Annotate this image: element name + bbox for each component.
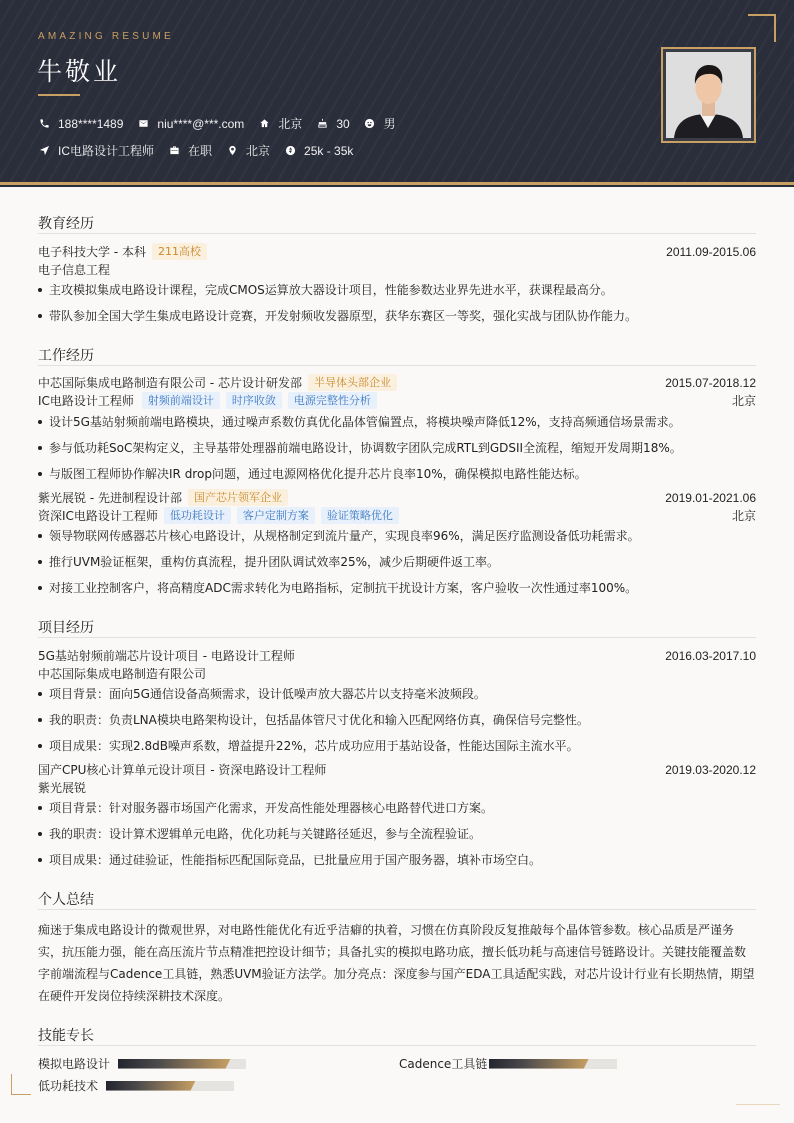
section-title-summary: 个人总结 [38,892,94,908]
skill-item [38,1077,234,1094]
work-bullet [38,439,756,456]
work-date: 2019.01-2021.06 [665,490,756,505]
bullet-text: 与版图工程师协作解决IR drop问题，通过电源网格优化提升芯片良率10%，确保模拟电路性能达标。 [49,467,587,481]
bullet-text: 主攻模拟集成电路设计课程，完成CMOS运算放大器设计项目，性能参数达业界先进水平，获课程最高分。 [49,283,613,297]
project-bullet [38,851,756,868]
education-school: 电子科技大学 - 本科 [38,245,146,259]
skill-bar-fill [118,1059,231,1069]
bullet-text: 项目成果：实现2.8dB噪声系数，增益提升22%，芯片成功应用于基站设备，性能达国际主流水平。 [49,739,579,753]
work-company-row [38,489,756,506]
section-title-projects: 项目经历 [38,620,94,636]
skill-bar-fill [489,1059,589,1069]
work-location: 北京 [731,509,756,523]
work-skill-tag: 电源完整性分析 [288,392,377,409]
section-title-skills: 技能专长 [38,1028,94,1044]
bullet-text: 参与低功耗SoC架构定义，主导基带处理器前端电路设计，协调数字团队完成RTL到GDSII全流程，缩短开发周期18%。 [49,441,682,455]
project-org-row [38,665,756,682]
candidate-name: 牛敬业 [37,57,122,86]
section-title-education: 教育经历 [38,216,94,232]
education-date: 2011.09-2015.06 [666,244,756,259]
project-name: 国产CPU核心计算单元设计项目 - 资深电路设计工程师 [38,763,327,777]
bullet-text: 项目背景：针对服务器市场国产化需求，开发高性能处理器核心电路替代进口方案。 [49,801,494,815]
work-title-row [38,392,756,409]
location-pin-icon [226,145,238,157]
age-item [316,117,349,131]
age-text: 30 [336,116,350,131]
work-bullet [38,413,756,430]
skill-item [38,1055,246,1072]
project-bullet [38,825,756,842]
project-header-row [38,647,756,664]
work-bullet [38,579,756,596]
work-skill-tag: 时序收敛 [226,392,282,409]
work-company-tag: 国产芯片领军企业 [188,489,288,506]
expected-city-item [226,142,270,159]
skill-bar-fill [106,1081,196,1091]
project-date: 2016.03-2017.10 [665,648,756,663]
education-major-row [38,261,756,278]
salary-text: 25k - 35k [304,143,354,158]
skill-bar [489,1059,617,1069]
bullet-text: 领导物联网传感器芯片核心电路设计，从规格制定到流片量产，实现良率96%，满足医疗监测设备低功耗需求。 [49,529,640,543]
phone-text: 188****1489 [58,116,124,131]
skill-name: 模拟电路设计 [38,1057,111,1071]
bullet-text: 设计5G基站射频前端电路模块，通过噪声系数仿真优化晶体管偏置点，将模块噪声降低12%，支持高频通信场景需求。 [49,415,681,429]
project-date: 2019.03-2020.12 [665,762,756,777]
work-title: 资深IC电路设计工程师 [38,509,158,523]
gender-icon [364,118,376,130]
skill-bar [106,1081,234,1091]
mail-icon [137,118,149,130]
corner-ornament [11,1074,31,1095]
project-org-row [38,779,756,796]
section-divider [38,233,756,234]
resume-header [0,0,794,187]
job-target-text: IC电路设计工程师 [58,144,155,158]
education-school-tag: 211高校 [152,243,207,260]
phone-icon [38,118,50,130]
work-bullet [38,465,756,482]
work-date: 2015.07-2018.12 [665,375,756,390]
section-title-work: 工作经历 [38,348,94,364]
gender-text: 男 [383,117,396,131]
bullet-text: 推行UVM验证框架，重构仿真流程，提升团队调试效率25%，减少后期硬件返工率。 [49,555,500,569]
cake-icon [316,118,328,130]
footer-line [736,1104,780,1105]
contact-row [38,115,410,132]
email-item [137,117,244,131]
job-target-item [38,142,154,159]
project-name: 5G基站射频前端芯片设计项目 - 电路设计工程师 [38,649,295,663]
section-divider [38,637,756,638]
work-title-row [38,507,756,524]
education-bullet [38,307,756,324]
section-divider [38,365,756,366]
profile-photo [666,52,751,138]
work-skill-tag: 射频前端设计 [142,392,220,409]
education-bullet [38,281,756,298]
work-title: IC电路设计工程师 [38,394,134,408]
section-divider [38,1045,756,1046]
bullet-text: 项目成果：通过硅验证，性能指标匹配国际竞品，已批量应用于国产服务器，填补市场空白。 [49,853,542,867]
bullet-text: 带队参加全国大学生集成电路设计竞赛，开发射频收发器原型，获华东赛区一等奖，强化实战与团队协作能力。 [49,309,638,323]
email-text: niu****@***.com [157,116,245,131]
skill-item [399,1055,617,1072]
corner-ornament [748,14,776,42]
work-company: 紫光展锐 - 先进制程设计部 [38,491,182,505]
project-header-row [38,761,756,778]
header-dark-line [0,185,794,187]
status-text: 在职 [188,144,213,158]
skill-name: Cadence工具链 [399,1057,488,1071]
profile-photo-frame [661,47,756,143]
work-bullet [38,527,756,544]
work-company-row [38,374,756,391]
work-location: 北京 [731,394,756,408]
gender-item [364,115,396,132]
work-company-tag: 半导体头部企业 [308,374,397,391]
avatar-illustration [666,52,751,138]
salary-item [284,144,353,158]
name-underline [38,94,80,96]
bullet-text: 项目背景：面向5G通信设备高频需求，设计低噪声放大器芯片以支持毫米波频段。 [49,687,486,701]
phone-item [38,117,123,131]
section-divider [38,909,756,910]
bullet-text: 对接工业控制客户，将高精度ADC需求转化为电路指标，定制抗干扰设计方案，客户验收一次性通过率100%。 [49,581,638,595]
project-bullet [38,737,756,754]
project-org: 中芯国际集成电路制造有限公司 [38,667,207,681]
bullet-text: 我的职责：设计算术逻辑单元电路，优化功耗与关键路径延迟，参与全流程验证。 [49,827,482,841]
bullet-text: 我的职责：负责LNA模块电路架构设计，包括晶体管尺寸优化和输入匹配网络仿真，确保信号完整性。 [49,713,589,727]
project-org: 紫光展锐 [38,781,87,795]
job-intent-row [38,142,367,159]
expected-city-text: 北京 [246,144,271,158]
money-icon [284,145,296,157]
home-city-text: 北京 [278,117,303,131]
home-city-item [258,115,302,132]
work-company: 中芯国际集成电路制造有限公司 - 芯片设计研发部 [38,376,302,390]
status-item [168,142,212,159]
skill-name: 低功耗技术 [38,1079,99,1093]
education-header-row [38,243,756,260]
work-skill-tag: 客户定制方案 [237,507,315,524]
work-bullet [38,553,756,570]
work-skill-tag: 验证策略优化 [321,507,399,524]
resume-tagline: AMAZING RESUME [38,31,174,42]
summary-text: 痴迷于集成电路设计的微观世界，对电路性能优化有近乎洁癖的执着，习惯在仿真阶段反复推敲每个晶体管参数。核心品质是严谨务实，抗压能力强，能在高压流片节点精准把控设计细节；具备扎实的模拟电路功底，擅长低功耗与高速信号链路设计。关键技能覆盖数字前端流程与Cadence工具链，熟悉UVM验证方法学。加分亮点：深度参与国产EDA工具适配实践，对芯片设计行业有长期热情，期望在硬件开发岗位持续深耕技术深度。 [38,923,755,1003]
skill-bar [118,1059,246,1069]
education-major: 电子信息工程 [38,263,111,277]
project-bullet [38,799,756,816]
send-icon [38,145,50,157]
project-bullet [38,711,756,728]
home-icon [258,118,270,130]
project-bullet [38,685,756,702]
briefcase-icon [168,145,180,157]
work-skill-tag: 低功耗设计 [164,507,231,524]
